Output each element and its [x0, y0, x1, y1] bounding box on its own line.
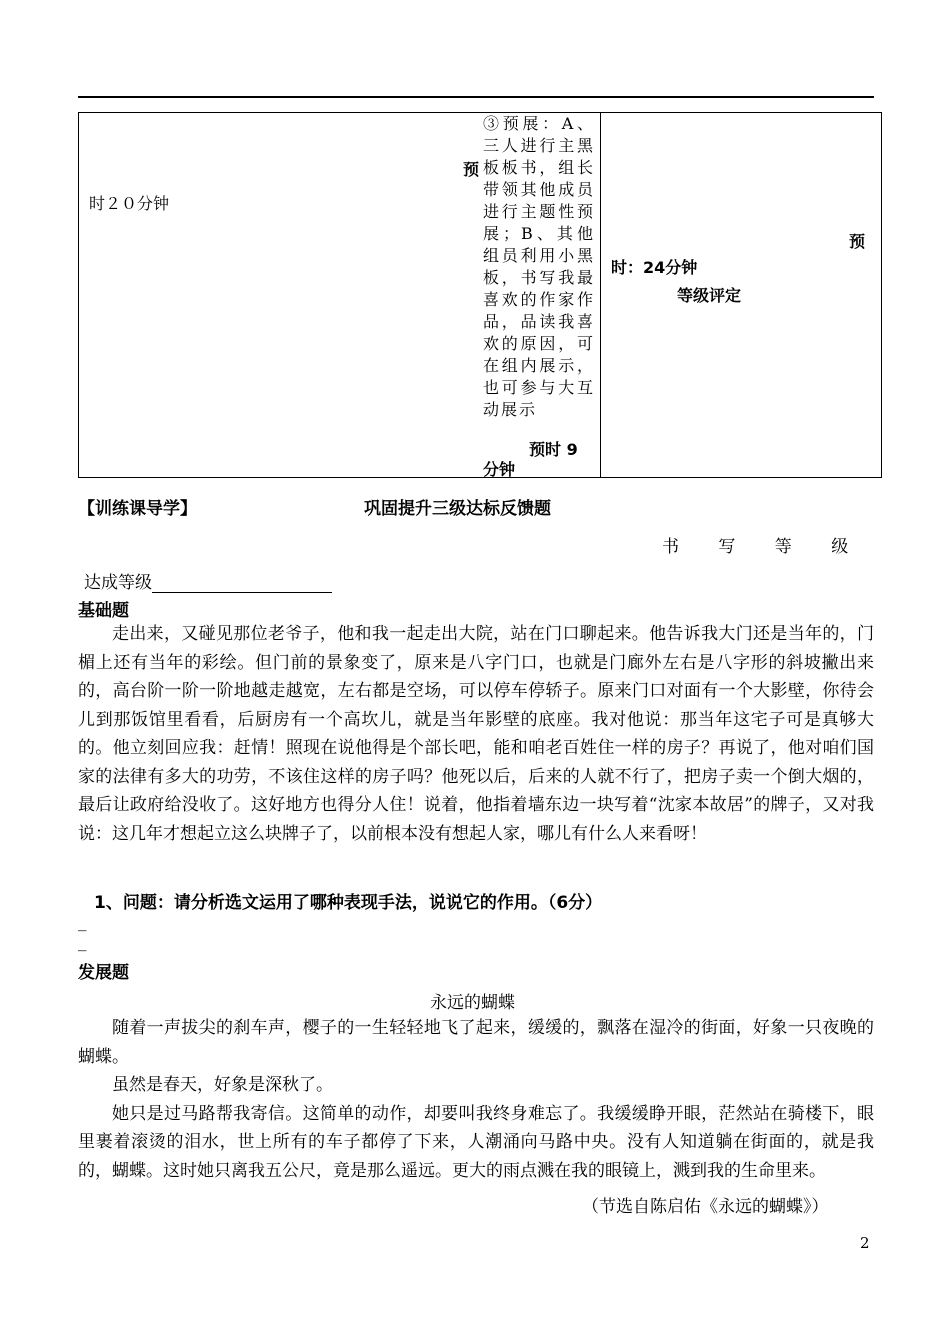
- writing-grade-label: 书 写 等 级: [662, 537, 849, 557]
- story-passage: [78, 1014, 874, 1185]
- preview-content: ③预展：A、三人进行主黑板板书，组长带领其他成员进行主题性预展；B、其他组员利用小黑板，书写我最喜欢的作家作品，品读我喜欢的原因，可在组内展示，也可参与大互动展示: [483, 114, 595, 419]
- achieve-grade-row: [84, 568, 332, 593]
- time-24-label: 时：24分钟: [611, 258, 698, 277]
- achieve-grade-blank: [152, 574, 332, 593]
- page-number: 2: [860, 1234, 870, 1252]
- answer-line-2: _: [78, 932, 87, 952]
- time-20-label: 时２０分钟: [89, 194, 170, 213]
- section-subtitle: 巩固提升三级达标反馈题: [364, 499, 551, 519]
- story-paragraph-2: 虽然是春天，好象是深秋了。: [112, 1075, 333, 1095]
- question-1: 1、问题：请分析选文运用了哪种表现手法，说说它的作用。（6分）: [94, 893, 603, 913]
- preview-side-label: 预: [463, 160, 480, 179]
- achieve-grade-label: 达成等级: [84, 573, 152, 593]
- preview-time-b: 分钟: [483, 460, 516, 479]
- story-paragraph-1: 随着一声拔尖的刹车声，樱子的一生轻轻地飞了起来，缓缓的，飘落在湿冷的街面，好象一只夜晚的蝴蝶。: [78, 1018, 874, 1067]
- grade-rating-label: 等级评定: [677, 286, 742, 305]
- header-rule: [78, 96, 874, 98]
- basic-passage: [78, 620, 874, 848]
- answer-line-1: _: [78, 912, 87, 932]
- lesson-cell-left: [79, 113, 601, 478]
- story-source: （节选自陈启佑《永远的蝴蝶》）: [582, 1197, 829, 1217]
- lesson-cell-right: [601, 113, 882, 478]
- story-title: 永远的蝴蝶: [430, 993, 515, 1013]
- lesson-table: [78, 112, 882, 478]
- story-paragraph-3: 她只是过马路帮我寄信。这简单的动作，却要叫我终身难忘了。我缓缓睁开眼，茫然站在骑楼下，眼里裹着滚烫的泪水，世上所有的车子都停了下来，人潮涌向马路中央。没有人知道躺在街面的，就是我的，蝴蝶。这时她只离我五公尺，竟是那么遥远。更大的雨点溅在我的眼镜上，溅到我的生命里来。: [78, 1103, 874, 1181]
- preview-time-a: 预时 9: [529, 440, 578, 459]
- develop-title: 发展题: [78, 963, 129, 983]
- preview-top-label: 预: [849, 232, 866, 251]
- basic-passage-text: 走出来，又碰见那位老爷子，他和我一起走出大院，站在门口聊起来。他告诉我大门还是当年的，门楣上还有当年的彩绘。但门前的景象变了，原来是八字门口，也就是门廊外左右是八字形的斜坡撇出来的，高台阶一阶一阶地越走越宽，左右都是空场，可以停车停轿子。原来门口对面有一个大影壁，你待会儿到那饭馆里看看，后厨房有一个高坎儿，就是当年影壁的底座。我对他说：那当年这宅子可是真够大的。他立刻回应我：赶情！照现在说他得是个部长吧，能和咱老百姓住一样的房子？再说了，他对咱们国家的法律有多大的功劳，不该住这样的房子吗？他死以后，后来的人就不行了，把房子卖一个倒大烟的，最后让政府给没收了。这好地方也得分人住！说着，他指着墙东边一块写着“沈家本故居”的牌子，又对我说：这几年才想起立这么块牌子了，以前根本没有想起人家，哪儿有什么人来看呀！: [78, 624, 874, 844]
- section-title: 【训练课导学】: [78, 499, 197, 519]
- basic-title: 基础题: [78, 601, 129, 621]
